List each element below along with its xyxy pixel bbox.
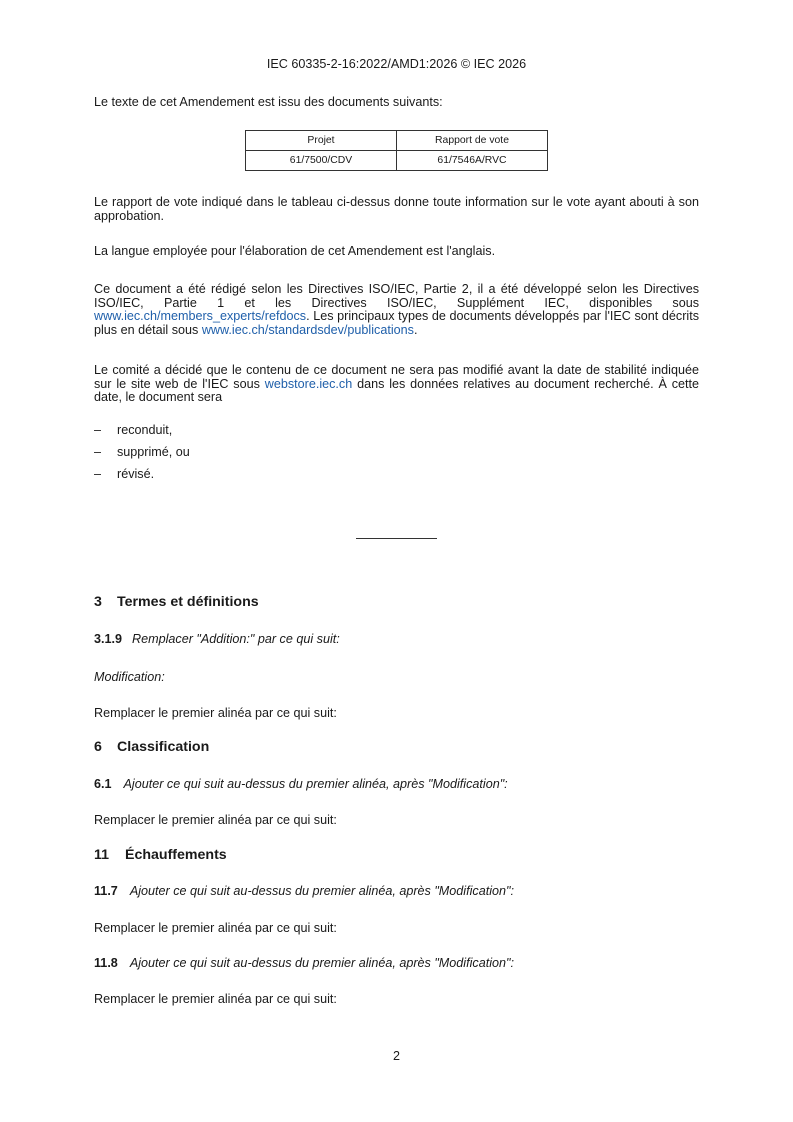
section-title: Termes et définitions [117,594,259,610]
directives-text: . [413,322,418,337]
clause-3-1-9 [94,633,340,647]
dash-marker: – [94,423,102,437]
section-number: 11 [94,847,109,863]
table-row [246,151,548,171]
clause-11-8 [94,957,514,971]
replace-instruction: Remplacer le premier alinéa par ce qui suit: [94,921,337,935]
table-header-row [246,131,548,151]
clause-instruction: Ajouter ce qui suit au-dessus du premier alinéa, après "Modification": [123,777,508,791]
dash-marker: – [94,467,102,481]
directives-text: . Les principaux types de documents développés par l'IEC sont décrits plus en détail sous [94,309,699,337]
clause-11-7 [94,885,514,899]
replace-instruction: Remplacer le premier alinéa par ce qui suit: [94,813,337,827]
publications-link[interactable]: www.iec.ch/standardsdev/publications [201,322,414,337]
section-number: 6 [94,739,102,755]
clause-number: 11.7 [94,884,118,898]
table-cell: 61/7500/CDV [246,151,397,171]
clause-6-1 [94,778,508,792]
clause-number: 6.1 [94,777,112,791]
table-header-cell: Projet [246,131,397,151]
language-paragraph: La langue employée pour l'élaboration de cet Amendement est l'anglais. [94,244,496,258]
heading-section-11 [94,849,227,863]
page-number: 2 [392,1049,400,1063]
vote-paragraph: Le rapport de vote indiqué dans le tableau ci-dessus donne toute information sur le vote ayant abouti à son approbation. [94,195,699,223]
clause-number: 11.8 [94,956,118,970]
list-item [94,468,154,482]
table-cell: 61/7546A/RVC [397,151,548,171]
modification-label: Modification: [94,670,165,684]
section-number: 3 [94,594,102,610]
table-header-cell: Rapport de vote [397,131,548,151]
list-item-text: révisé. [117,467,155,481]
clause-instruction: Ajouter ce qui suit au-dessus du premier alinéa, après "Modification": [129,884,514,898]
clause-instruction: Ajouter ce qui suit au-dessus du premier alinéa, après "Modification": [129,956,514,970]
refdocs-link[interactable]: www.iec.ch/members_experts/refdocs [94,309,307,324]
replace-instruction: Remplacer le premier alinéa par ce qui suit: [94,992,337,1006]
voting-table [245,130,548,171]
section-title: Classification [117,739,210,755]
list-item-text: supprimé, ou [117,445,190,459]
committee-paragraph [94,364,699,405]
heading-section-3 [94,596,259,610]
list-item-text: reconduit, [117,423,173,437]
running-header: IEC 60335-2-16:2022/AMD1:2026 © IEC 2026 [266,57,527,71]
replace-instruction: Remplacer le premier alinéa par ce qui suit: [94,706,337,720]
clause-number: 3.1.9 [94,632,123,646]
committee-text: Le comité a décidé que le contenu de ce document ne sera pas modifié avant la date de stabilité indiquée sur le site web de l'IEC sous [94,363,699,391]
clause-instruction: Remplacer "Addition:" par ce qui suit: [132,632,340,646]
directives-text: Ce document a été rédigé selon les Directives ISO/IEC, Partie 2, il a été développé selon les Directives ISO/IEC, Partie 1 et les Directives ISO/IEC, Supplément IEC, disponibles sous [94,282,699,310]
list-item [94,446,190,460]
dash-marker: – [94,445,102,459]
separator-rule [356,538,437,539]
list-item [94,424,172,438]
directives-paragraph [94,283,699,337]
heading-section-6 [94,741,209,755]
section-title: Échauffements [125,847,227,863]
intro-paragraph: Le texte de cet Amendement est issu des documents suivants: [94,95,443,109]
webstore-link[interactable]: webstore.iec.ch [264,376,353,391]
committee-text: dans les données relatives au document recherché. À cette date, le document sera [94,376,699,405]
